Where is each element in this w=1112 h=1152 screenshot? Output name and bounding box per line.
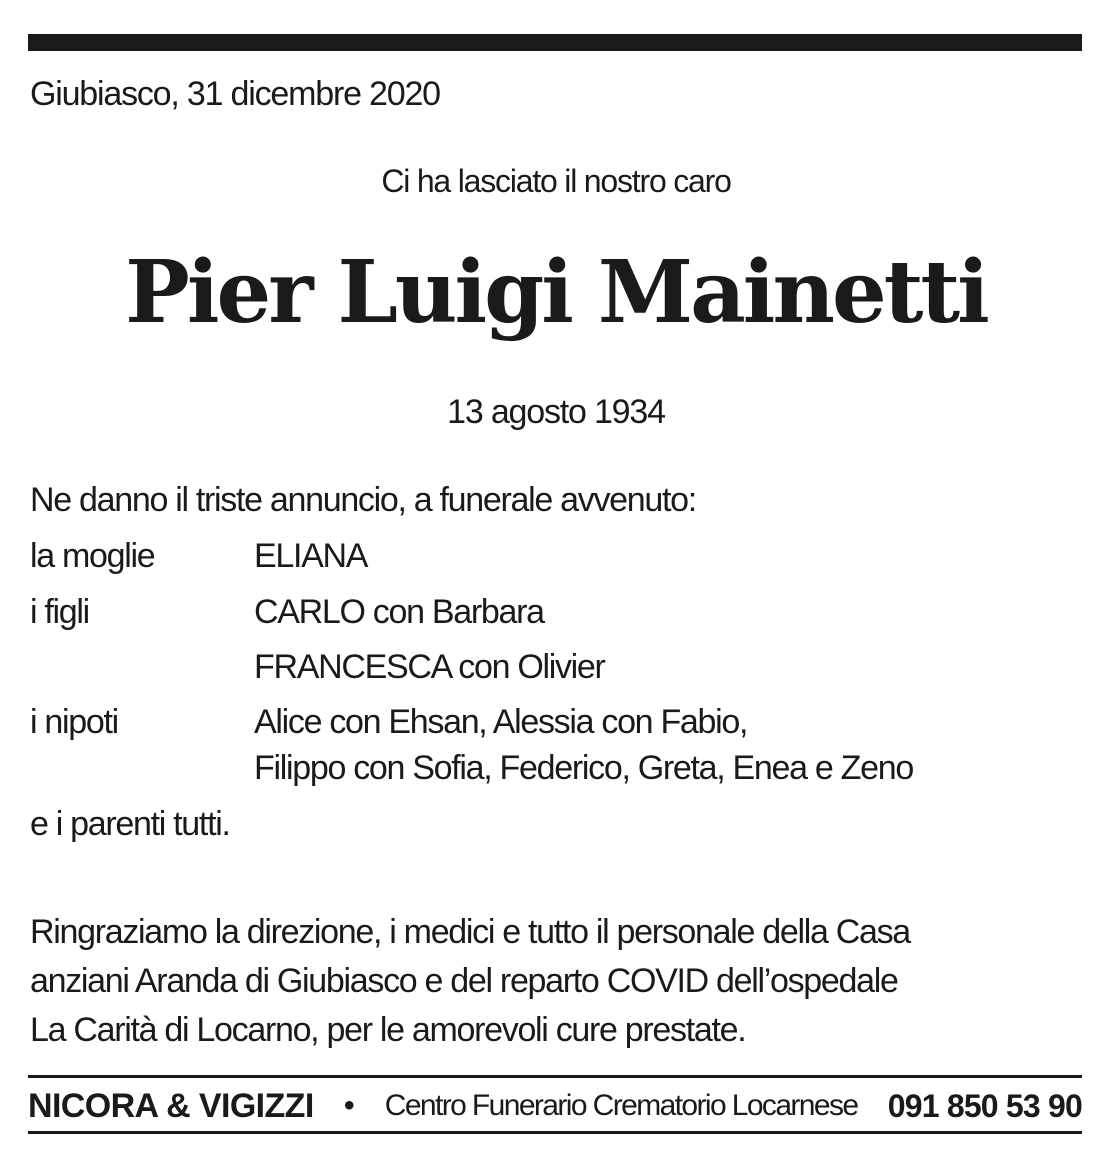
thanks-line: La Carità di Locarno, per le amorevoli cure prestate. <box>30 1011 746 1049</box>
phone-number: 091 850 53 90 <box>887 1087 1082 1124</box>
grandchildren-line-1: Alice con Ehsan, Alessia con Fabio, <box>254 703 748 741</box>
wife-label: la moglie <box>30 537 155 575</box>
deceased-name: Pier Luigi Mainetti <box>125 242 987 343</box>
children-label: i figli <box>30 593 89 631</box>
footer-divider-top <box>28 1075 1082 1078</box>
closing-line: e i parenti tutti. <box>30 805 230 843</box>
grandchildren-label: i nipoti <box>30 703 118 741</box>
funeral-home-description: Centro Funerario Crematorio Locarnese <box>384 1089 858 1122</box>
funeral-home-name: NICORA & VIGIZZI <box>28 1086 314 1125</box>
birth-date: 13 agosto 1934 <box>447 393 665 431</box>
footer-divider-bottom <box>28 1131 1082 1134</box>
top-divider <box>28 34 1082 51</box>
place-and-date: Giubiasco, 31 dicembre 2020 <box>30 75 440 113</box>
wife-name: ELIANA <box>254 537 368 575</box>
child-name-1: CARLO con Barbara <box>254 593 544 631</box>
bullet-separator: • <box>343 1089 355 1122</box>
intro-line: Ci ha lasciato il nostro caro <box>381 163 731 199</box>
child-name-2: FRANCESCA con Olivier <box>254 648 605 686</box>
thanks-paragraph <box>30 908 1090 1055</box>
footer-bar <box>28 1084 1082 1128</box>
announcement-line: Ne danno il triste annuncio, a funerale avvenuto: <box>30 481 696 519</box>
thanks-line: Ringraziamo la direzione, i medici e tutto il personale della Casa <box>30 913 910 951</box>
grandchildren-line-2: Filippo con Sofia, Federico, Greta, Enea e Zeno <box>254 749 913 787</box>
thanks-line: anziani Aranda di Giubiasco e del reparto COVID dell’ospedale <box>30 962 898 1000</box>
